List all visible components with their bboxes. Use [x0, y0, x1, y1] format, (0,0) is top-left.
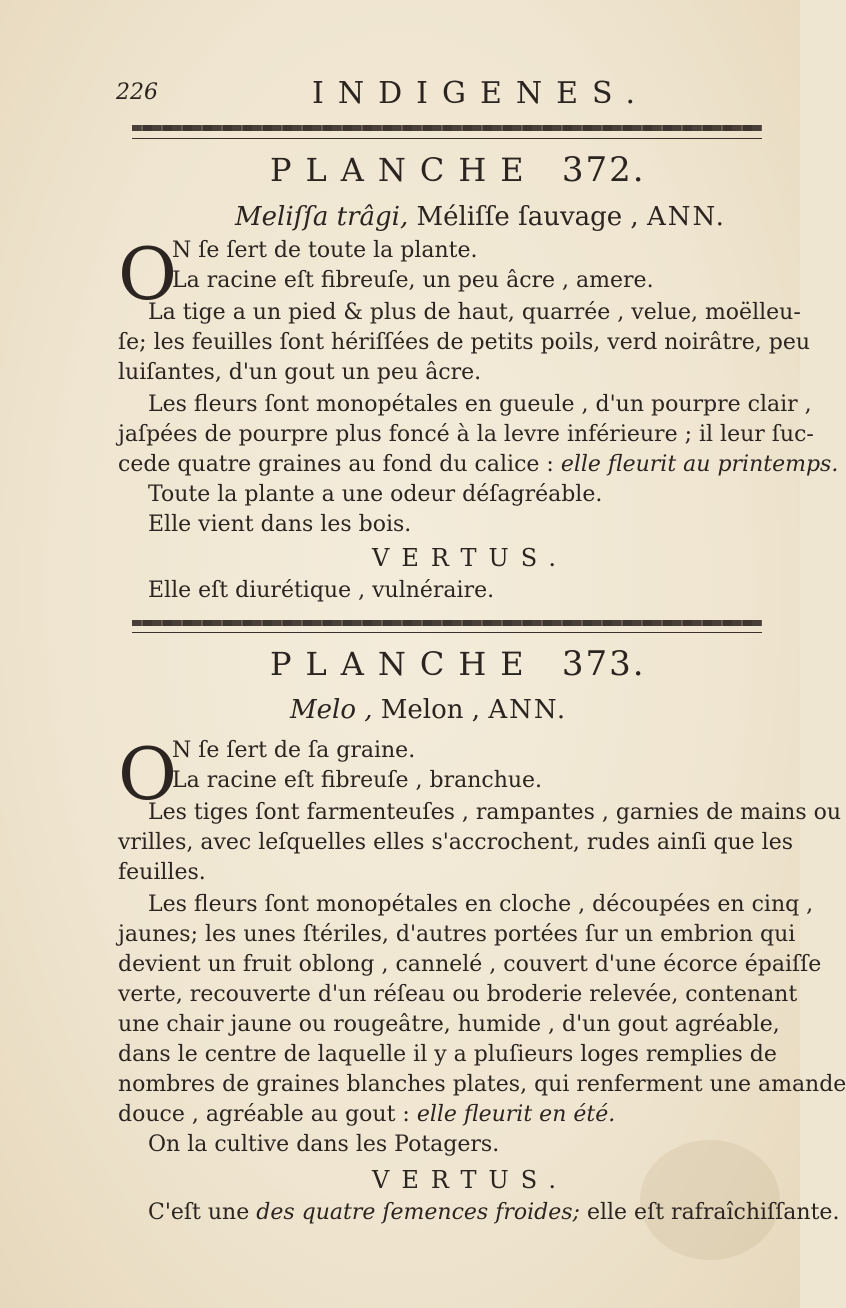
text-line: jaunes; les unes ſtériles, d'autres portées ſur un embrion qui — [118, 922, 796, 947]
text-segment: C'eſt une — [148, 1200, 257, 1225]
planche-number: 373. — [561, 644, 646, 684]
dropcap: O — [118, 732, 178, 816]
planche-label: PLANCHE — [270, 645, 538, 683]
vertus-text: Elle eſt diurétique , vulnéraire. — [148, 578, 495, 603]
section-rule-thin — [132, 632, 762, 633]
italic-phrase: des quatre ſemences froides; — [256, 1200, 580, 1225]
text-line: Les fleurs ſont monopétales en gueule , d'un pourpre clair , — [148, 392, 812, 417]
planche-372-heading — [270, 150, 646, 190]
flowering-note: elle fleurit en été. — [416, 1102, 616, 1127]
section-rule-thick — [132, 620, 762, 626]
text-line: vrilles, avec leſquelles elles s'accrochent, rudes ainſi que les — [118, 830, 794, 855]
text-line: Elle vient dans les bois. — [148, 512, 412, 537]
text-segment: elle eſt rafraîchiſſante. — [579, 1200, 840, 1225]
text-line: Les tiges ſont farmenteuſes , rampantes , garnies de mains ou — [148, 800, 842, 825]
text-line: La racine eſt fibreuſe, un peu âcre , amere. — [172, 268, 654, 293]
planche-373-heading — [270, 644, 646, 684]
text-line: ſe; les feuilles ſont hériſſées de petits poils, verd noirâtre, peu — [118, 330, 811, 355]
text-line: Toute la plante a une odeur déſagréable. — [148, 482, 603, 507]
header-rule-thin — [132, 138, 762, 139]
text-segment: douce , agréable au gout : — [118, 1102, 417, 1127]
running-head: INDIGENES. — [312, 76, 650, 111]
latin-name: Meliſſa trâgi, — [235, 202, 409, 232]
text-line: N ſe ſert de ſa graine. — [172, 738, 416, 763]
text-line: jaſpées de pourpre plus foncé à la levre inférieure ; il leur ſuc- — [118, 422, 814, 447]
text-line — [118, 452, 838, 477]
planche-number: 372. — [561, 150, 646, 190]
planche-label: PLANCHE — [270, 151, 538, 189]
text-line: feuilles. — [118, 860, 206, 885]
french-name: Méliſſe ſauvage , — [416, 202, 639, 232]
flowering-note: elle fleurit au printemps. — [560, 452, 839, 477]
french-name: Melon , — [380, 695, 481, 725]
vertus-heading: VERTUS. — [372, 544, 568, 572]
planche-373-subtitle — [290, 695, 567, 725]
text-line: On la cultive dans les Potagers. — [148, 1132, 500, 1157]
planche-372-subtitle — [235, 202, 726, 232]
text-line: luiſantes, d'un gout un peu âcre. — [118, 360, 482, 385]
text-line: devient un fruit oblong , cannelé , couvert d'une écorce épaiſſe — [118, 952, 822, 977]
header-rule-thick — [132, 125, 762, 131]
text-line: N ſe ſert de toute la plante. — [172, 238, 478, 263]
page-number: 226 — [116, 80, 158, 105]
dropcap: O — [118, 232, 178, 316]
text-line: verte, recouverte d'un réſeau ou broderie relevée, contenant — [118, 982, 798, 1007]
annual-marker: ANN. — [646, 202, 726, 232]
text-line: Les fleurs ſont monopétales en cloche , découpées en cinq , — [148, 892, 814, 917]
vertus-text — [148, 1200, 839, 1225]
text-line: dans le centre de laquelle il y a pluſieurs loges remplies de — [118, 1042, 777, 1067]
text-line: La racine eſt fibreuſe , branchue. — [172, 768, 543, 793]
latin-name: Melo , — [290, 695, 373, 725]
text-line: une chair jaune ou rougeâtre, humide , d'un gout agréable, — [118, 1012, 780, 1037]
text-segment: cede quatre graines au fond du calice : — [118, 452, 561, 477]
text-line — [118, 1102, 615, 1127]
text-line: La tige a un pied & plus de haut, quarrée , velue, moëlleu- — [148, 300, 801, 325]
annual-marker: ANN. — [488, 695, 568, 725]
vertus-heading: VERTUS. — [372, 1166, 568, 1194]
text-line: nombres de graines blanches plates, qui renferment une amande — [118, 1072, 846, 1097]
